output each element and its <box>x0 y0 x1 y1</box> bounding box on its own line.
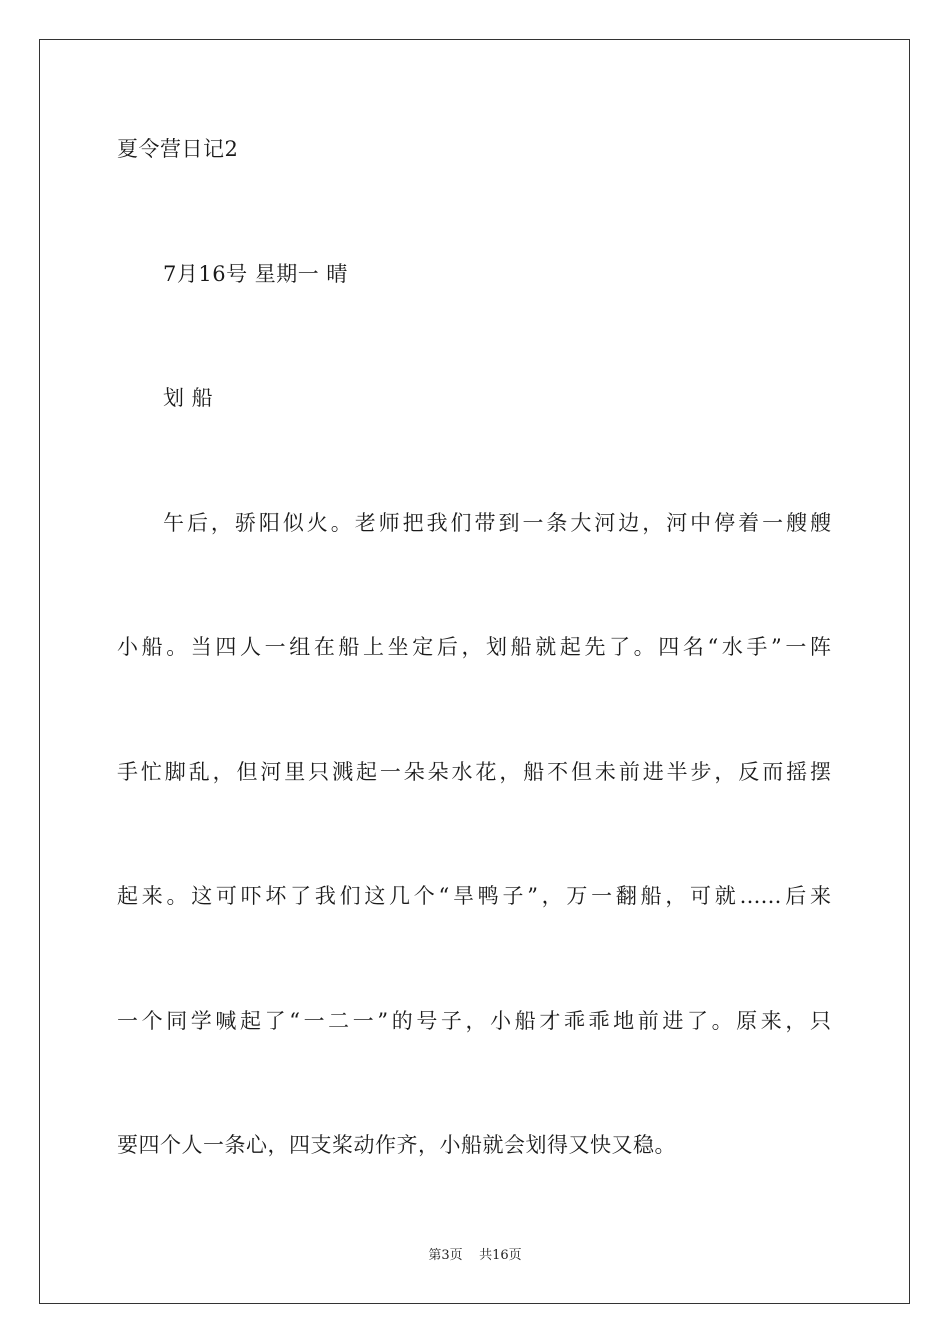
page-total: 共16页 <box>479 1248 522 1263</box>
subtitle: 划 船 <box>163 386 214 410</box>
page-border <box>39 39 910 1304</box>
page-number: 第3页 <box>428 1248 463 1263</box>
page-footer <box>0 1247 950 1265</box>
paragraph-line: 起来。这可吓坏了我们这几个“旱鸭子”，万一翻船，可就……后来 <box>117 884 831 908</box>
paragraph-line: 一个同学喊起了“一二一”的号子，小船才乖乖地前进了。原来，只 <box>117 1009 831 1033</box>
paragraph-line: 午后，骄阳似火。老师把我们带到一条大河边，河中停着一艘艘 <box>163 511 831 535</box>
paragraph-line: 要四个人一条心，四支桨动作齐，小船就会划得又快又稳。 <box>117 1133 676 1157</box>
date-line: 7月16号 星期一 晴 <box>163 262 348 286</box>
paragraph-line: 小船。当四人一组在船上坐定后，划船就起先了。四名“水手”一阵 <box>117 635 831 659</box>
document-title: 夏令营日记2 <box>117 137 239 161</box>
paragraph-line: 手忙脚乱，但河里只溅起一朵朵水花，船不但未前进半步，反而摇摆 <box>117 760 831 784</box>
